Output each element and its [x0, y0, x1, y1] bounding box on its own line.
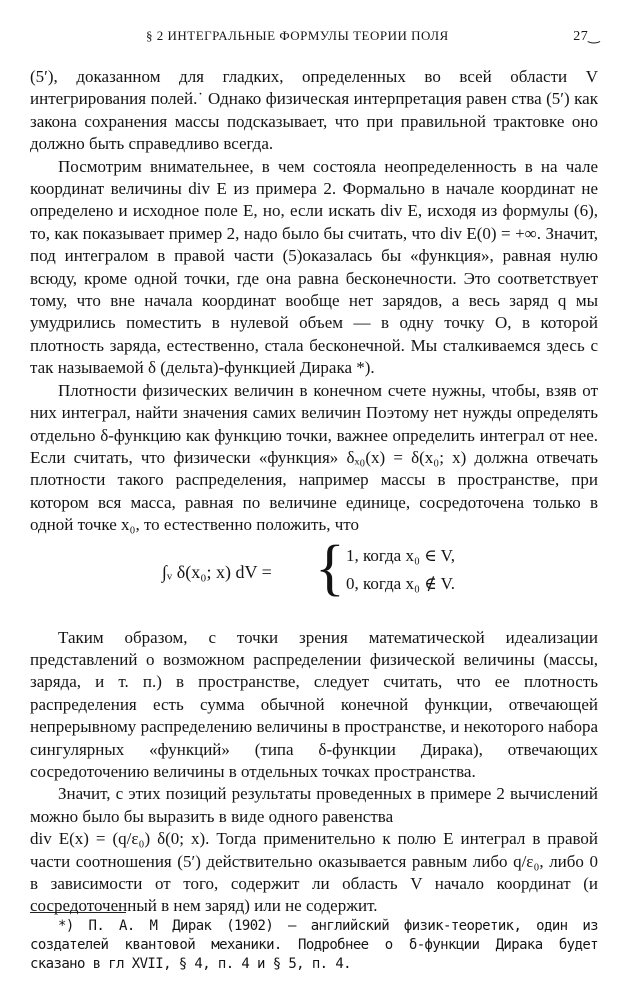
paragraph-2: Посмотрим внимательнее, в чем состояла неопределенность в на чале координат величины div E из примера 2. Формально в начале координат не определено и исходное поле E, но, если искать div E, исходя из формулы (6), то, как показывает пример 2, надо было бы считать, что div E(0) = +∞. Значит, под интегралом в правой части (5)оказалась бы «функция», равная нулю всюду, кроме одной точки, где она равна бесконечности. Это соответствует тому, что вне начала координат вообще нет зарядов, а весь заряд q мы умудрились поместить в нулевой объем — в одну точку O, в которой плотность заряда, естественно, стала бесконечной. Мы сталкиваемся здесь с так называемой δ (дельта)-функцией Дирака *). — [30, 156, 598, 378]
paragraph-1: (5′), доказанном для гладких, определенных во всей области V интегрирования полей.˙ Однако физическая интерпретация равен ства (5′) как закона сохранения массы подсказывает, что при правильной трактовке оно должно быть справедливо всегда. — [30, 67, 598, 154]
footnote-text: *) П. А. М Дирак (1902) — английский физик-теоретик, один из создателей квантовой механики. Подробнее о δ-функции Дирака будет сказано в гл XVII, § 4, п. 4 и § 5, п. 4. — [30, 918, 598, 972]
footnote — [30, 917, 598, 974]
running-header — [58, 28, 600, 50]
page-body — [30, 66, 598, 918]
formula-case-2: 0, когда x₀ ∉ V. — [346, 573, 456, 593]
paragraph-3: Плотности физических величин в конечном счете нужны, чтобы, взяв от них интеграл, найти значения самих величин Поэтому нет нужды определять отдельно δ-функцию как функцию точки, важнее определить интеграл от нее. Если считать, что физически «функция» δₓ₀(x) = δ(x₀; x) должна отвечать плотности такого распределения, например массы в пространстве, при котором вся масса, равная по величине единице, сосредоточена только в одной точке x₀, то естественно положить, что — [30, 380, 598, 535]
formula-lhs: ∫ᵥ δ(x₀; x) dV = — [162, 561, 272, 582]
formula-case-1: 1, когда x₀ ∈ V, — [346, 545, 456, 565]
page-number: 27‿ — [573, 29, 600, 44]
formula-brace: { — [315, 533, 345, 602]
paragraph-5: Значит, с этих позиций результаты проведенных в примере 2 вычислений можно было бы выразить в виде одного равенства — [30, 784, 598, 826]
paragraph-4: Таким образом, с точки зрения математической идеализации представлений о возможном распределении физической величины (массы, заряда, и т. п.) в пространстве, следует считать, что ее плотность распределения есть сумма обычной конечной функции, отвечающей непрерывному распределению величины в пространстве, и некоторого набора сингулярных «функций» (типа δ-функции Дирака), отвечающих сосредоточению величины в отдельных точках пространства. — [30, 627, 598, 781]
footnote-rule — [30, 912, 126, 913]
section-title: § 2 ИНТЕГРАЛЬНЫЕ ФОРМУЛЫ ТЕОРИИ ПОЛЯ — [146, 28, 449, 43]
paragraph-5-continued: div E(x) = (q/ε₀) δ(0; x). Тогда применительно к полю E интеграл в правой части соотношения (5′) действительно оказывается равным либо q/ε₀, либо 0 в зависимости от того, содержит ли область V начало координат (и сосредоточенный в нем заряд) или не содержит. — [30, 829, 598, 916]
delta-integral-formula — [30, 533, 598, 607]
